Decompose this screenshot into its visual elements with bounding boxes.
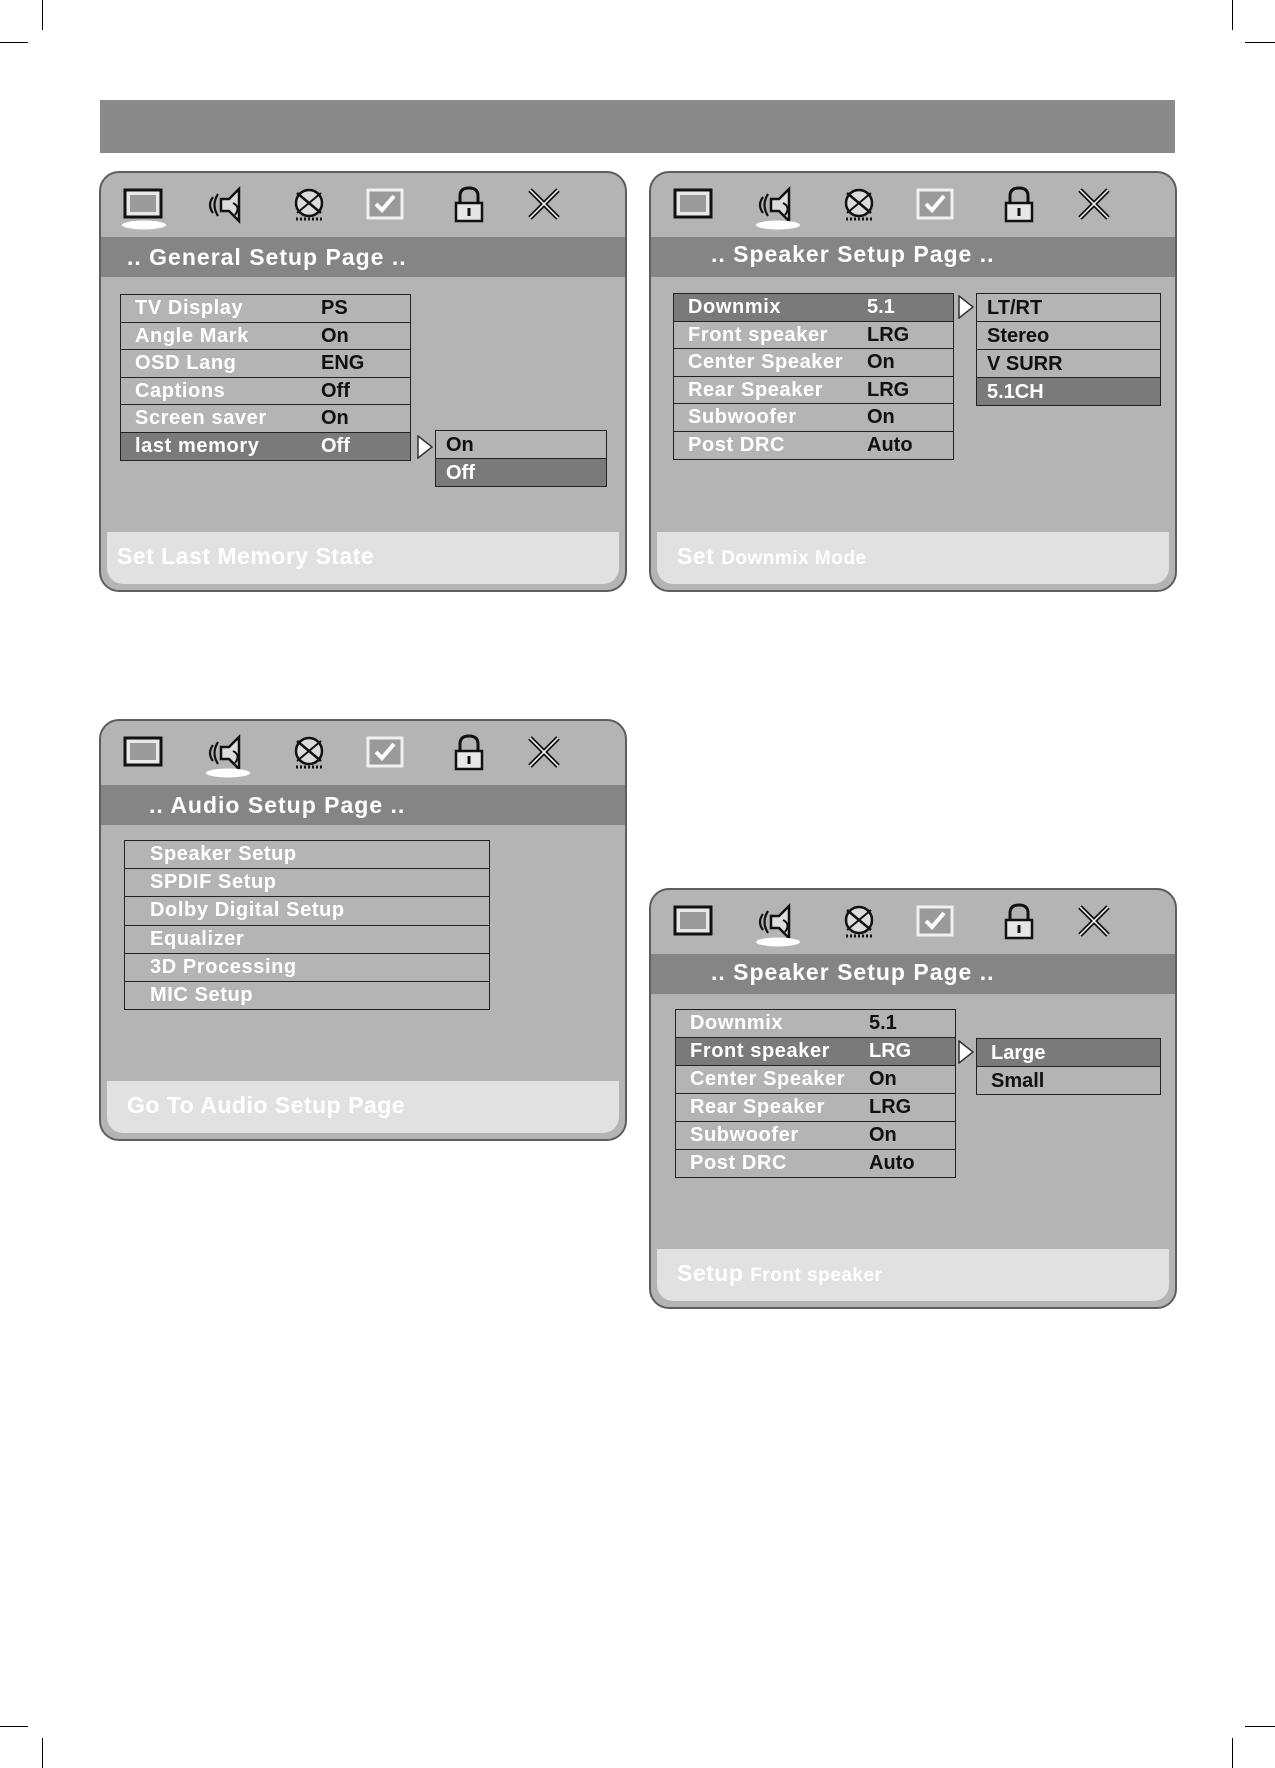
crop-mark bbox=[0, 42, 28, 43]
row-label: Center Speaker bbox=[688, 351, 844, 374]
disc-video-icon[interactable] bbox=[282, 729, 336, 779]
row-value: On bbox=[867, 351, 895, 374]
checkmark-preference-icon[interactable] bbox=[908, 898, 962, 948]
crop-mark bbox=[42, 1738, 43, 1768]
row-label: SPDIF Setup bbox=[150, 871, 277, 894]
close-x-icon[interactable] bbox=[1067, 898, 1121, 948]
menu-row-center-speaker[interactable] bbox=[676, 1066, 955, 1094]
row-label: OSD Lang bbox=[135, 352, 237, 375]
row-value: 5.1 bbox=[869, 1012, 897, 1034]
tv-screen-icon[interactable] bbox=[667, 898, 721, 948]
row-label: Angle Mark bbox=[135, 324, 249, 347]
submenu-arrow-icon bbox=[417, 435, 433, 459]
page-title: .. Audio Setup Page .. bbox=[101, 785, 625, 825]
menu-row-downmix[interactable] bbox=[676, 1010, 955, 1038]
page-title: .. Speaker Setup Page .. bbox=[651, 237, 1175, 277]
close-x-icon[interactable] bbox=[517, 181, 571, 231]
row-value: LRG bbox=[869, 1040, 912, 1062]
row-label: 3D Processing bbox=[150, 955, 297, 978]
crop-mark bbox=[1232, 1738, 1233, 1768]
menu-row-downmix[interactable] bbox=[674, 294, 953, 322]
crop-mark bbox=[1245, 42, 1275, 43]
menu-row-dolby-digital-setup[interactable] bbox=[125, 897, 489, 925]
page-title: .. Speaker Setup Page .. bbox=[651, 954, 1175, 994]
row-label: Post DRC bbox=[688, 433, 786, 456]
menu-row-rear-speaker[interactable] bbox=[674, 377, 953, 405]
option-large[interactable]: Large bbox=[977, 1039, 1160, 1067]
option-stereo[interactable]: Stereo bbox=[977, 322, 1160, 350]
row-value: On bbox=[867, 406, 895, 429]
padlock-icon[interactable] bbox=[992, 898, 1046, 948]
crop-mark bbox=[42, 0, 43, 30]
disc-video-icon[interactable] bbox=[832, 898, 886, 948]
row-value: On bbox=[869, 1124, 897, 1146]
crop-mark bbox=[1232, 0, 1233, 30]
option-list bbox=[976, 1038, 1161, 1095]
row-label: Equalizer bbox=[150, 927, 245, 950]
disc-video-icon[interactable] bbox=[282, 181, 336, 231]
checkmark-preference-icon[interactable] bbox=[358, 729, 412, 779]
option-v-surr[interactable]: V SURR bbox=[977, 350, 1160, 378]
settings-menu bbox=[124, 840, 490, 1010]
menu-row-tv-display[interactable] bbox=[121, 295, 410, 323]
option-list bbox=[435, 430, 607, 487]
page-title: .. General Setup Page .. bbox=[101, 237, 625, 277]
padlock-icon[interactable] bbox=[442, 729, 496, 779]
row-label: Subwoofer bbox=[688, 406, 797, 429]
settings-menu bbox=[120, 294, 411, 461]
row-value: PS bbox=[321, 297, 348, 319]
row-label: Center Speaker bbox=[690, 1068, 846, 1090]
page-header-banner bbox=[100, 100, 1175, 153]
tv-screen-icon[interactable] bbox=[117, 181, 171, 231]
menu-icon-bar bbox=[101, 173, 625, 239]
menu-row-rear-speaker[interactable] bbox=[676, 1094, 955, 1122]
row-value: 5.1 bbox=[867, 296, 895, 318]
row-label: Rear Speaker bbox=[688, 378, 824, 401]
menu-row-front-speaker[interactable] bbox=[676, 1038, 955, 1066]
close-x-icon[interactable] bbox=[517, 729, 571, 779]
status-hint bbox=[657, 532, 1169, 584]
menu-row-mic-setup[interactable] bbox=[125, 982, 489, 1010]
row-label: Subwoofer bbox=[690, 1124, 799, 1146]
tv-screen-icon[interactable] bbox=[667, 181, 721, 231]
speaker-setup-downmix-panel bbox=[649, 171, 1177, 592]
menu-row-last-memory[interactable] bbox=[121, 433, 410, 461]
row-label: Front speaker bbox=[688, 323, 829, 346]
menu-row-captions[interactable] bbox=[121, 378, 410, 406]
row-label: last memory bbox=[135, 434, 260, 457]
row-label: MIC Setup bbox=[150, 983, 254, 1006]
row-value: On bbox=[321, 407, 349, 430]
settings-menu bbox=[675, 1009, 956, 1178]
row-value: On bbox=[869, 1068, 897, 1090]
menu-icon-bar bbox=[101, 721, 625, 787]
crop-mark bbox=[1245, 1726, 1275, 1727]
menu-row-speaker-setup[interactable] bbox=[125, 841, 489, 869]
speaker-audio-icon[interactable] bbox=[751, 898, 805, 948]
menu-row-subwoofer[interactable] bbox=[674, 404, 953, 432]
status-sub: Downmix Mode bbox=[721, 548, 867, 569]
row-label: Rear Speaker bbox=[690, 1096, 826, 1118]
option-5-1ch[interactable]: 5.1CH bbox=[977, 378, 1160, 406]
row-label: TV Display bbox=[135, 297, 244, 319]
checkmark-preference-icon[interactable] bbox=[358, 181, 412, 231]
status-sub: Front speaker bbox=[750, 1265, 883, 1286]
option-off[interactable]: Off bbox=[436, 459, 606, 487]
padlock-icon[interactable] bbox=[442, 181, 496, 231]
option-lt-rt[interactable]: LT/RT bbox=[977, 294, 1160, 322]
row-value: Auto bbox=[869, 1152, 915, 1174]
status-main: Set bbox=[677, 543, 715, 569]
menu-row-subwoofer[interactable] bbox=[676, 1122, 955, 1150]
option-on[interactable]: On bbox=[436, 431, 606, 459]
option-small[interactable]: Small bbox=[977, 1067, 1160, 1095]
audio-setup-panel bbox=[99, 719, 627, 1141]
crop-mark bbox=[0, 1726, 28, 1727]
menu-row-post-drc[interactable] bbox=[674, 432, 953, 460]
status-hint bbox=[657, 1249, 1169, 1301]
row-value: LRG bbox=[869, 1096, 912, 1118]
row-label: Speaker Setup bbox=[150, 843, 297, 865]
row-label: Downmix bbox=[690, 1012, 784, 1034]
row-label: Screen saver bbox=[135, 407, 267, 430]
speaker-audio-icon[interactable] bbox=[201, 181, 255, 231]
menu-icon-bar bbox=[651, 173, 1175, 239]
padlock-icon[interactable] bbox=[992, 181, 1046, 231]
menu-row-center-speaker[interactable] bbox=[674, 349, 953, 377]
row-value: LRG bbox=[867, 323, 910, 346]
menu-row-screen-saver[interactable] bbox=[121, 405, 410, 433]
option-list bbox=[976, 293, 1161, 406]
row-value: ENG bbox=[321, 352, 365, 375]
row-label: Captions bbox=[135, 379, 226, 402]
menu-row-3d-processing[interactable] bbox=[125, 954, 489, 982]
speaker-setup-front-panel bbox=[649, 888, 1177, 1309]
row-value: On bbox=[321, 324, 349, 347]
checkmark-preference-icon[interactable] bbox=[908, 181, 962, 231]
menu-row-angle-mark[interactable] bbox=[121, 323, 410, 351]
menu-row-post-drc[interactable] bbox=[676, 1150, 955, 1178]
row-value: Off bbox=[321, 379, 350, 402]
menu-row-equalizer[interactable] bbox=[125, 926, 489, 954]
menu-row-osd-lang[interactable] bbox=[121, 350, 410, 378]
menu-icon-bar bbox=[651, 890, 1175, 956]
status-hint: Set Last Memory State bbox=[107, 532, 619, 584]
row-label: Front speaker bbox=[690, 1040, 831, 1062]
row-value: LRG bbox=[867, 378, 910, 401]
general-setup-panel bbox=[99, 171, 627, 592]
status-main: Setup bbox=[677, 1260, 744, 1286]
speaker-audio-icon[interactable] bbox=[201, 729, 255, 779]
row-value: Auto bbox=[867, 433, 913, 456]
submenu-arrow-icon bbox=[958, 295, 974, 319]
row-label: Dolby Digital Setup bbox=[150, 899, 345, 922]
close-x-icon[interactable] bbox=[1067, 181, 1121, 231]
menu-row-spdif-setup[interactable] bbox=[125, 869, 489, 897]
settings-menu bbox=[673, 293, 954, 460]
status-hint: Go To Audio Setup Page bbox=[107, 1081, 619, 1133]
submenu-arrow-icon bbox=[958, 1040, 974, 1064]
menu-row-front-speaker[interactable] bbox=[674, 322, 953, 350]
tv-screen-icon[interactable] bbox=[117, 729, 171, 779]
speaker-audio-icon[interactable] bbox=[751, 181, 805, 231]
row-label: Post DRC bbox=[690, 1152, 788, 1174]
row-label: Downmix bbox=[688, 296, 782, 318]
row-value: Off bbox=[321, 434, 350, 457]
disc-video-icon[interactable] bbox=[832, 181, 886, 231]
